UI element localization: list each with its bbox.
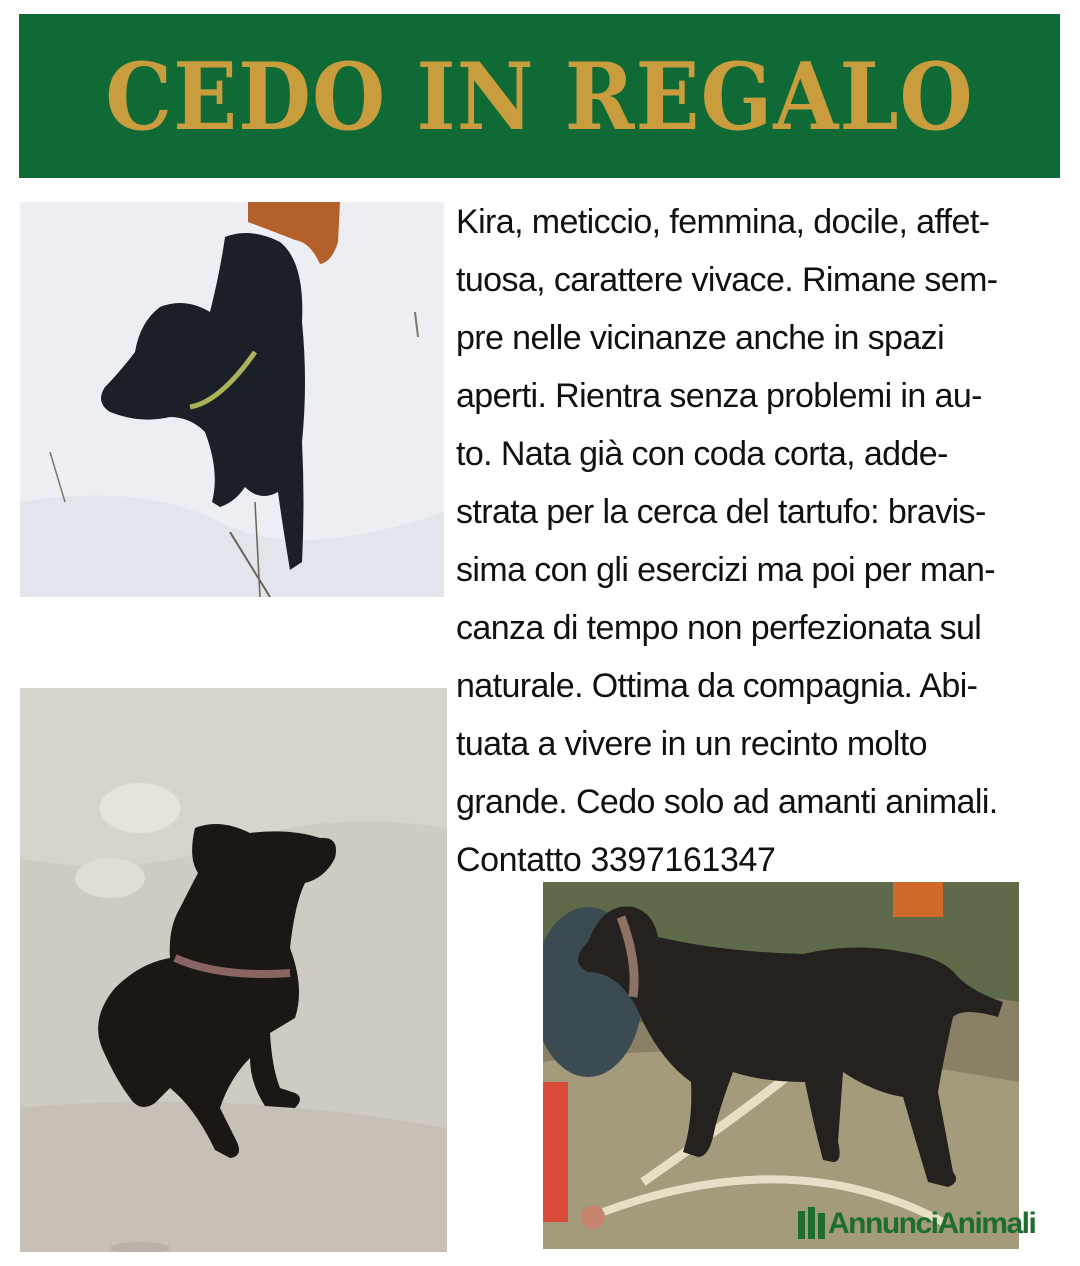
watermark-logo <box>796 1207 1035 1241</box>
watermark-text: AnnunciAnimali <box>828 1207 1036 1240</box>
paw-logo-icon <box>796 1207 826 1241</box>
description-line: grande. Cedo solo ad amanti animali. <box>456 783 998 821</box>
description-line: tuosa, carattere vivace. Rimane sem- <box>456 261 998 299</box>
description-line: Kira, meticcio, femmina, docile, affet- <box>456 203 990 241</box>
dog-photo-sitting <box>20 688 447 1252</box>
description-line: to. Nata già con coda corta, adde- <box>456 435 948 473</box>
description-line: strata per la cerca del tartufo: bravis- <box>456 493 986 531</box>
description-line: aperti. Rientra senza problemi in au- <box>456 377 982 415</box>
dog-photo-snow <box>20 202 444 597</box>
dog-photo-grass <box>543 882 1019 1249</box>
description-line: canza di tempo non perfezionata sul <box>456 609 982 647</box>
page-title: CEDO IN REGALO <box>105 41 974 151</box>
description-line: pre nelle vicinanze anche in spazi <box>456 319 945 357</box>
description-text <box>456 193 1056 831</box>
header-banner <box>19 14 1060 178</box>
description-line: tuata a vivere in un recinto molto <box>456 725 927 763</box>
description-line: naturale. Ottima da compagnia. Abi- <box>456 667 978 705</box>
description-line: sima con gli esercizi ma poi per man- <box>456 551 995 589</box>
contact-phone: Contatto 3397161347 <box>456 841 776 879</box>
